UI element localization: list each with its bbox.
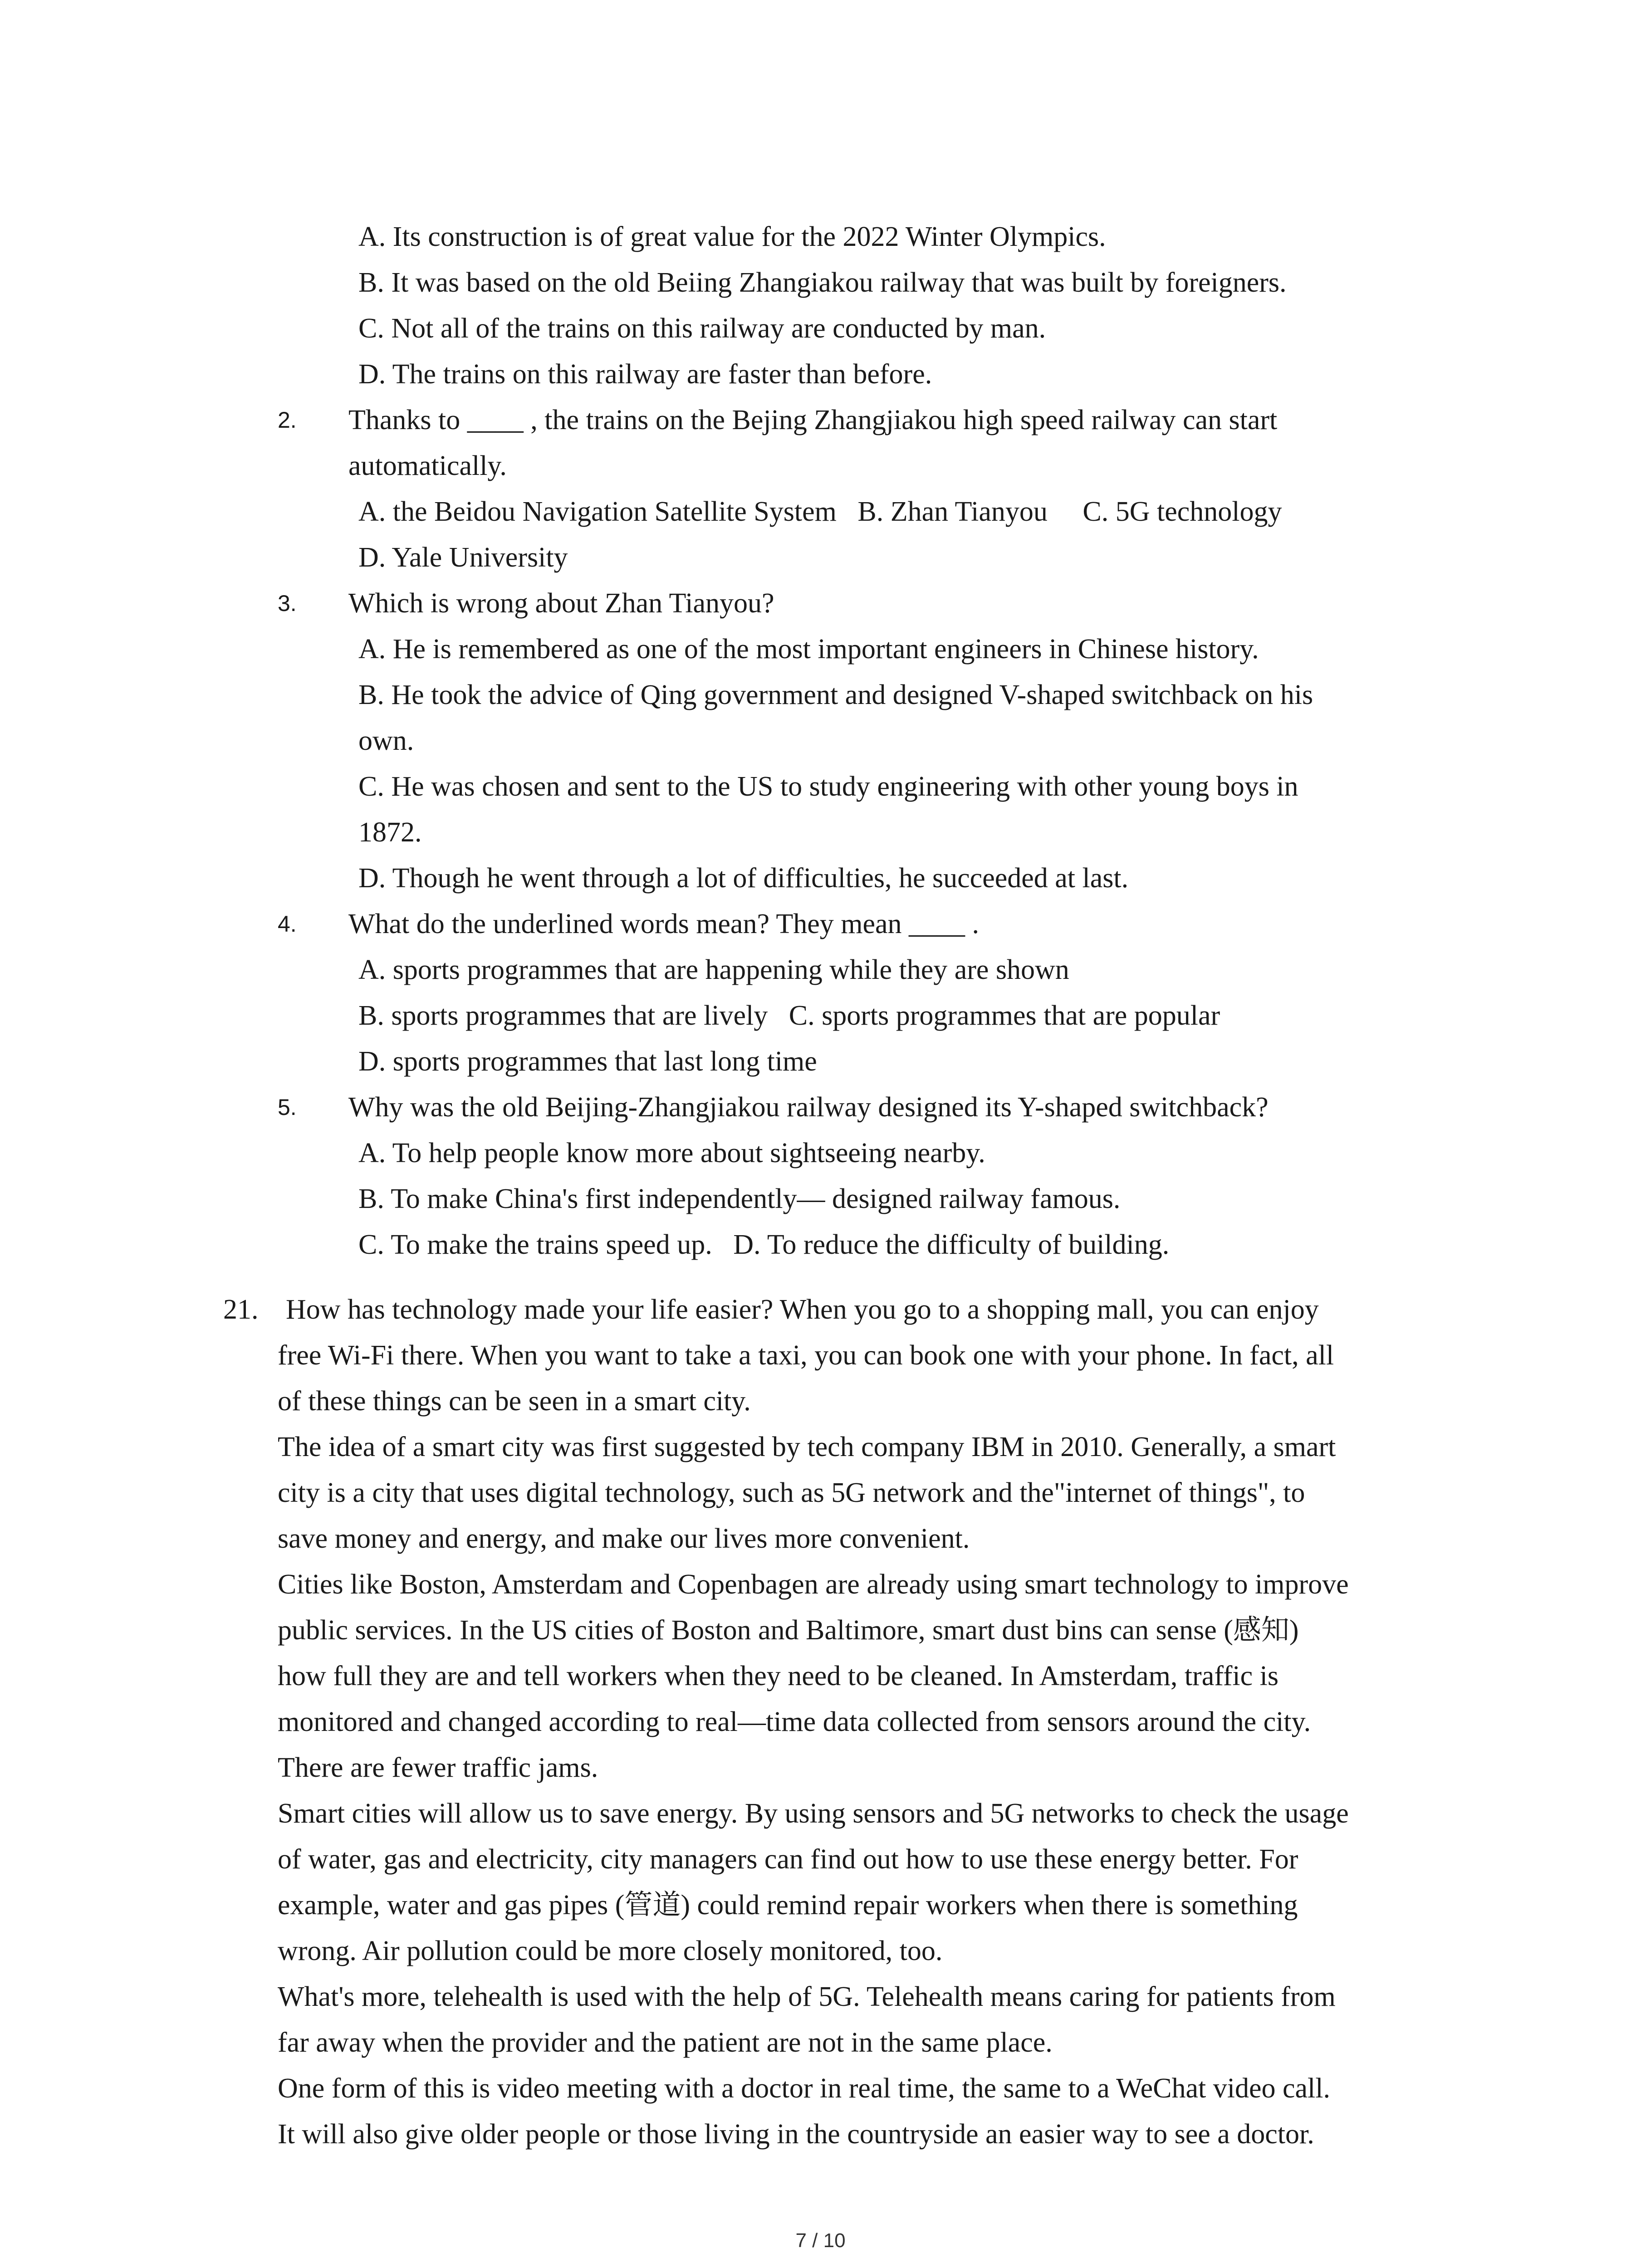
- question-stem: automatically.: [348, 450, 507, 481]
- question-number: 4.: [278, 911, 297, 937]
- question-number: 5.: [278, 1095, 297, 1120]
- question-number: 3.: [278, 591, 297, 616]
- passage-line: of water, gas and electricity, city managers can find out how to use these energy better. For: [278, 1844, 1298, 1875]
- passage-line: far away when the provider and the patient are not in the same place.: [278, 2027, 1053, 2058]
- option-line: C. To make the trains speed up. D. To reduce the difficulty of building.: [358, 1229, 1170, 1260]
- option-line: B. sports programmes that are lively C. sports programmes that are popular: [358, 1000, 1220, 1031]
- passage-line: public services. In the US cities of Boston and Baltimore, smart dust bins can sense (感知): [278, 1615, 1299, 1646]
- option-line: C. Not all of the trains on this railway are conducted by man.: [358, 313, 1046, 344]
- question-stem: Thanks to ____ , the trains on the Bejing Zhangjiakou high speed railway can start: [348, 405, 1278, 435]
- option-line: C. He was chosen and sent to the US to study engineering with other young boys in: [358, 771, 1298, 802]
- passage-line: free Wi-Fi there. When you want to take a taxi, you can book one with your phone. In fact, all: [278, 1340, 1334, 1371]
- passage-line: It will also give older people or those living in the countryside an easier way to see a doctor.: [278, 2119, 1314, 2150]
- passage-line: of these things can be seen in a smart city.: [278, 1386, 751, 1417]
- question-stem: Why was the old Beijing-Zhangjiakou railway designed its Y-shaped switchback?: [348, 1092, 1269, 1123]
- passage-line: There are fewer traffic jams.: [278, 1752, 598, 1783]
- passage-line: save money and energy, and make our lives more convenient.: [278, 1523, 970, 1554]
- passage-line: One form of this is video meeting with a doctor in real time, the same to a WeChat video call.: [278, 2073, 1330, 2104]
- passage-number: 21.: [223, 1294, 259, 1325]
- option-line: B. He took the advice of Qing government and designed V-shaped switchback on his: [358, 679, 1313, 710]
- option-line: B. It was based on the old Beiing Zhangiakou railway that was built by foreigners.: [358, 267, 1287, 298]
- option-line: D. The trains on this railway are faster than before.: [358, 359, 932, 390]
- option-line: D. sports programmes that last long time: [358, 1046, 817, 1077]
- option-line: A. the Beidou Navigation Satellite System B. Zhan Tianyou C. 5G technology: [358, 496, 1282, 527]
- option-line: D. Though he went through a lot of difficulties, he succeeded at last.: [358, 863, 1129, 894]
- passage-line: city is a city that uses digital technology, such as 5G network and the"internet of things", to: [278, 1477, 1305, 1508]
- question-stem: What do the underlined words mean? They mean ____ .: [348, 909, 980, 939]
- passage-line: How has technology made your life easier? When you go to a shopping mall, you can enjoy: [286, 1294, 1319, 1325]
- passage-line: wrong. Air pollution could be more closely monitored, too.: [278, 1936, 943, 1966]
- page-number: 7 / 10: [795, 2229, 846, 2252]
- option-line: D. Yale University: [358, 542, 568, 573]
- passage-line: how full they are and tell workers when they need to be cleaned. In Amsterdam, traffic is: [278, 1661, 1279, 1691]
- passage-line: monitored and changed according to real—time data collected from sensors around the city.: [278, 1706, 1311, 1737]
- option-line: A. To help people know more about sightseeing nearby.: [358, 1138, 985, 1168]
- option-line: A. sports programmes that are happening while they are shown: [358, 954, 1069, 985]
- option-line: 1872.: [358, 817, 422, 848]
- option-line: B. To make China's first independently— designed railway famous.: [358, 1183, 1121, 1214]
- question-number: 2.: [278, 407, 297, 433]
- option-line: A. Its construction is of great value for the 2022 Winter Olympics.: [358, 221, 1106, 252]
- passage-line: example, water and gas pipes (管道) could remind repair workers when there is something: [278, 1890, 1298, 1921]
- option-line: A. He is remembered as one of the most important engineers in Chinese history.: [358, 634, 1259, 665]
- passage-line: Smart cities will allow us to save energy. By using sensors and 5G networks to check the usage: [278, 1798, 1349, 1829]
- option-line: own.: [358, 725, 414, 756]
- question-stem: Which is wrong about Zhan Tianyou?: [348, 588, 774, 619]
- passage-line: Cities like Boston, Amsterdam and Copenbagen are already using smart technology to improve: [278, 1569, 1349, 1600]
- passage-line: The idea of a smart city was first suggested by tech company IBM in 2010. Generally, a smart: [278, 1432, 1336, 1462]
- passage-line: What's more, telehealth is used with the help of 5G. Telehealth means caring for patients from: [278, 1981, 1336, 2012]
